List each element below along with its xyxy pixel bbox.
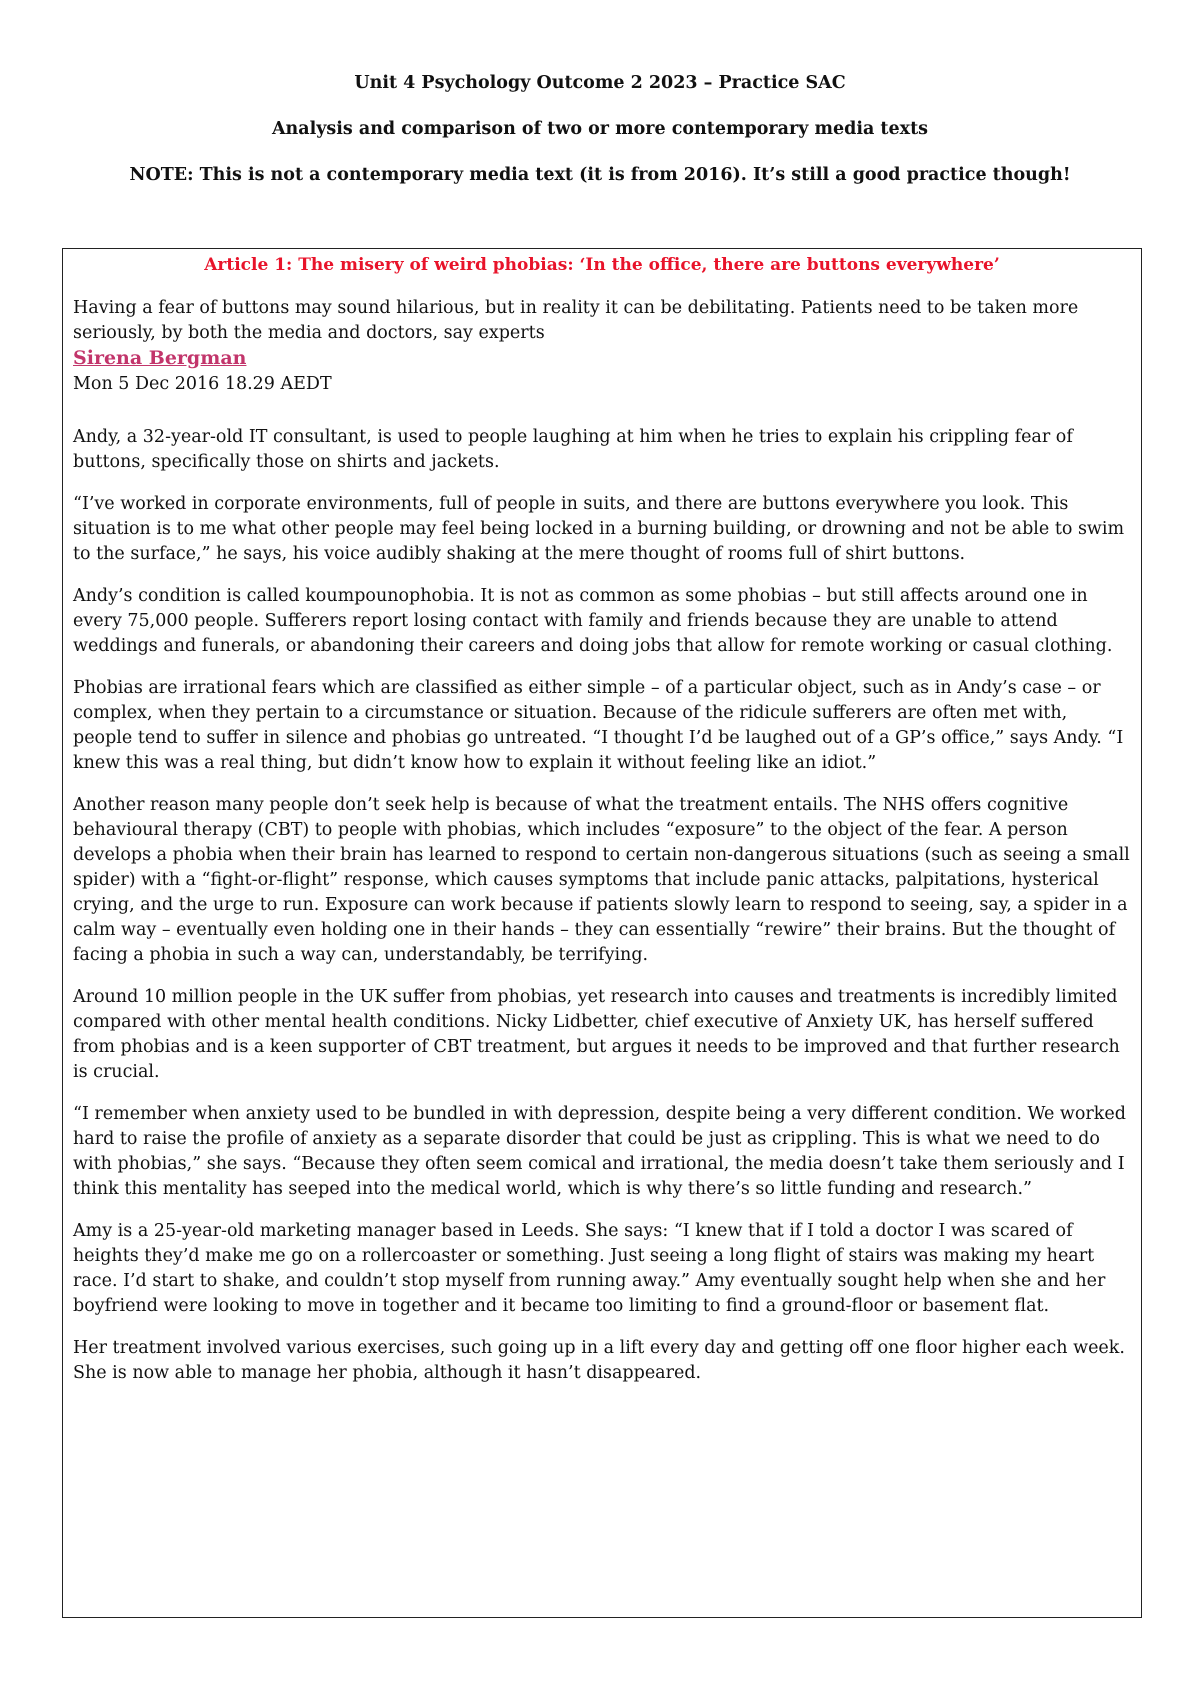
article-standfirst: Having a fear of buttons may sound hilarious, but in reality it can be debilitating. Patients need to be taken more seriously, by both the media and doctors, say experts [73,298,1079,343]
article-paragraph: Another reason many people don’t seek help is because of what the treatment entails. The NHS offers cognitive behavioural therapy (CBT) to people with phobias, which includes “exposure” to the object of the fear. A person develops a phobia when their brain has learned to respond to certain non-dangerous situations (such as seeing a small spider) with a “fight-or-flight” response, which causes symptoms that include panic attacks, palpitations, hysterical crying, and the urge to run. Exposure can work because if patients slowly learn to respond to seeing, say, a spider in a calm way – eventually even holding one in their hands – they can essentially “rewire” their brains. But the thought of facing a phobia in such a way can, understandably, be terrifying. [73,795,1130,965]
article-paragraph: Phobias are irrational fears which are classified as either simple – of a particular object, such as in Andy’s case – or complex, when they pertain to a circumstance or situation. Because of the ridicule sufferers are often met with, people tend to suffer in silence and phobias go untreated. “I thought I’d be laughed out of a GP’s office,” says Andy. “I knew this was a real thing, but didn’t know how to explain it without feeling like an idiot.” [73,678,1124,773]
article-paragraph: Amy is a 25-year-old marketing manager based in Leeds. She says: “I knew that if I told a doctor I was scared of heights they’d make me go on a rollercoaster or something. Just seeing a long flight of stairs was making my heart race. I’d start to shake, and couldn’t stop myself from running away.” Amy eventually sought help when she and her boyfriend were looking to move in together and it became too limiting to find a ground-floor or basement flat. [73,1221,1106,1316]
article-paragraph: “I remember when anxiety used to be bundled in with depression, despite being a very different condition. We worked hard to raise the profile of anxiety as a separate disorder that could be just as crippling. This is what we need to do with phobias,” she says. “Because they often seem comical and irrational, the media doesn’t take them seriously and I think this mentality has seeped into the medical world, which is why there’s so little funding and research.” [73,1104,1126,1199]
article-paragraph: Her treatment involved various exercises, such going up in a lift every day and getting off one floor higher each week. She is now able to manage her phobia, although it hasn’t disappeared. [73,1338,1125,1383]
article-paragraph: “I’ve worked in corporate environments, full of people in suits, and there are buttons everywhere you look. This situation is to me what other people may feel being locked in a burning building, or drowning and not be able to swim to the surface,” he says, his voice audibly shaking at the mere thought of rooms full of shirt buttons. [73,494,1125,564]
article-box [62,248,1142,1618]
article-paragraph: Around 10 million people in the UK suffer from phobias, yet research into causes and treatments is incredibly limited compared with other mental health conditions. Nicky Lidbetter, chief executive of Anxiety UK, has herself suffered from phobias and is a keen supporter of CBT treatment, but argues it needs to be improved and that further research is crucial. [73,987,1120,1082]
document-subtitle: Analysis and comparison of two or more contemporary media texts [271,119,929,139]
author-link[interactable]: Sirena Bergman [73,347,247,369]
article-date: Mon 5 Dec 2016 18.29 AEDT [73,374,332,394]
document-header [0,70,1200,208]
document-note: NOTE: This is not a contemporary media text (it is from 2016). It’s still a good practice though! [129,165,1071,185]
article-paragraph: Andy, a 32-year-old IT consultant, is used to people laughing at him when he tries to explain his crippling fear of buttons, specifically those on shirts and jackets. [73,427,1073,472]
article-paragraph: Andy’s condition is called koumpounophobia. It is not as common as some phobias – but still affects around one in every 75,000 people. Sufferers report losing contact with family and friends because they are unable to attend weddings and funerals, or abandoning their careers and doing jobs that allow for remote working or casual clothing. [73,586,1113,656]
document-title: Unit 4 Psychology Outcome 2 2023 – Practice SAC [354,73,846,93]
article-title: Article 1: The misery of weird phobias: ‘In the office, there are buttons everywhere’ [204,255,1000,275]
